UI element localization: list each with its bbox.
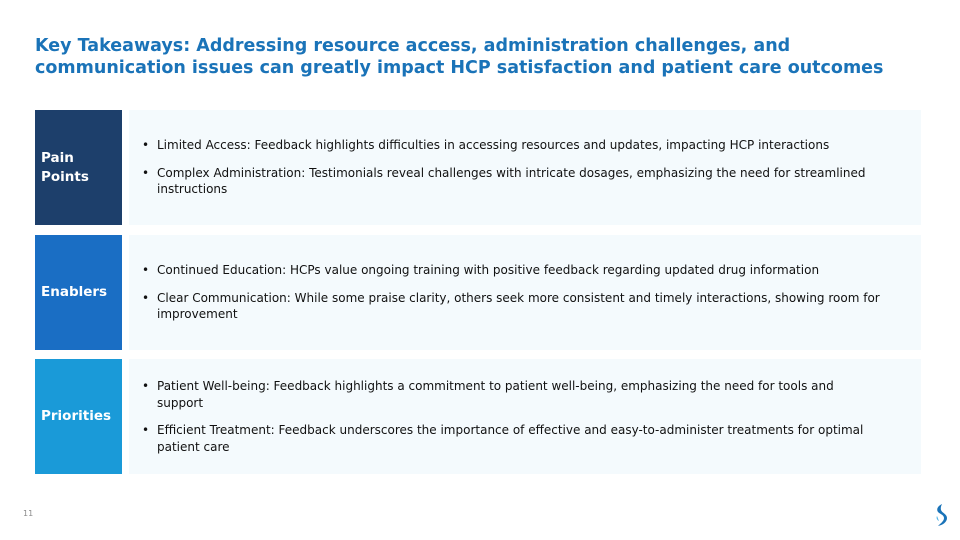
- bullet-list: [142, 262, 881, 323]
- bullet-marker: •: [142, 379, 150, 393]
- bullet-list: [142, 137, 881, 198]
- list-item-text: Complex Administration: Testimonials reveal challenges with intricate dosages, emphasizing the need for streamlined instructions: [157, 165, 866, 197]
- list-item-text: Patient Well-being: Feedback highlights a commitment to patient well-being, emphasizing the need for tools and support: [157, 379, 834, 410]
- brand-logo-icon-graphic: [933, 503, 949, 527]
- row-content-priorities: [129, 359, 921, 474]
- row-label-enablers: [35, 235, 122, 350]
- bullet-marker: •: [142, 263, 150, 278]
- bullet-list: [142, 378, 881, 455]
- bullet-marker: •: [142, 165, 150, 180]
- list-item: [142, 137, 881, 154]
- row-label-text: Pain Points: [41, 149, 89, 185]
- list-item: [142, 378, 881, 411]
- takeaway-row-pain-points: [35, 110, 921, 225]
- row-label-text: Priorities: [41, 408, 112, 424]
- takeaway-row-enablers: [35, 235, 921, 350]
- list-item-text: Efficient Treatment: Feedback underscores the importance of effective and easy-to-administer treatments for optimal patient care: [157, 423, 864, 454]
- row-content-pain-points: [129, 110, 921, 225]
- list-item-text: Clear Communication: While some praise clarity, others seek more consistent and timely interactions, showing room for improvement: [157, 290, 880, 322]
- brand-logo-icon: [933, 503, 949, 527]
- row-label-priorities: [35, 359, 122, 474]
- bullet-marker: •: [142, 423, 150, 437]
- list-item: [142, 165, 881, 198]
- list-item: [142, 290, 881, 323]
- list-item-text: Limited Access: Feedback highlights difficulties in accessing resources and updates, impacting HCP interactions: [157, 138, 830, 153]
- row-label-text: Enablers: [41, 284, 108, 300]
- bullet-marker: •: [142, 290, 150, 305]
- page-title: Key Takeaways: Addressing resource access, administration challenges, and communication issues can greatly impact HCP satisfaction and patient care outcomes: [35, 36, 884, 78]
- page-number: 11: [23, 509, 34, 518]
- list-item: [142, 262, 881, 279]
- bullet-marker: •: [142, 138, 150, 153]
- row-label-pain-points: [35, 110, 122, 225]
- list-item-text: Continued Education: HCPs value ongoing training with positive feedback regarding updated drug information: [157, 263, 820, 278]
- row-content-enablers: [129, 235, 921, 350]
- list-item: [142, 422, 881, 455]
- takeaway-row-priorities: [35, 359, 921, 474]
